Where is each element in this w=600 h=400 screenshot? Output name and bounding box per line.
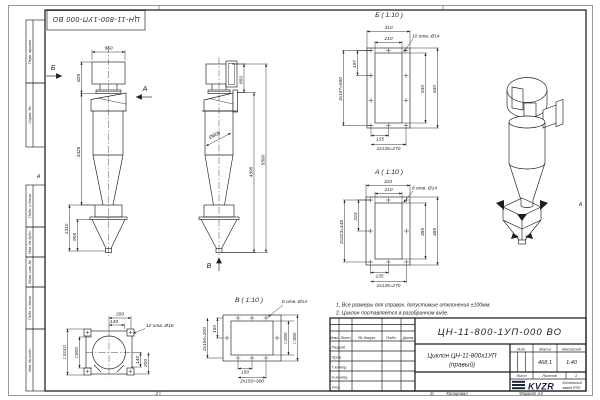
dim-label: 3x197=590 [339,77,345,101]
dim-label: 960 [104,46,113,52]
sheet-label: Лист [516,373,527,379]
side-view [199,57,268,271]
dim-label: 385 [421,227,427,237]
view-arrow-label-v: В [206,263,212,270]
notes [335,303,491,317]
company-line1: Котельный [562,381,583,385]
dim-label: 150 [213,324,219,334]
margin-label-podp-data-2: Подп. и дата [27,296,32,320]
dim-label: 905 [73,232,79,242]
dim-label: □350 [293,332,298,344]
isometric-view [496,78,563,245]
dim-label: 210 [384,37,393,42]
view-arrow-label-b: Б [50,65,56,72]
view-title: В ( 1:10 ) [235,297,263,304]
col-header-data: Дата [402,335,414,340]
section-title: Б ( 1:10 ) [375,12,403,19]
company-line2: завод РЭП [562,386,581,390]
dim-label: □250 [283,332,289,344]
section-a-view [339,169,439,289]
col-header-izm: Изм. [330,335,339,340]
row-utv: Утв. [331,384,341,390]
dim-label: 1310 [65,223,71,235]
dim-label: 850 [239,75,245,85]
dim-label: 310 [383,180,393,185]
scale-value: 1:40 [566,360,577,366]
bolt-holes [368,198,409,265]
zone-number-2: 2 [155,391,159,397]
dim-label: 135 [375,137,385,143]
logo-text: KVZR [528,381,555,392]
row-prov: Пров. [331,354,343,360]
dim-label: 310 [384,26,393,31]
row-nkontr: Н.контр. [331,374,349,380]
dim-label: 135 [375,274,384,280]
fold-tick-marks [159,6,443,396]
kvzr-logo [512,381,582,392]
view-arrow-label-a: А [142,86,148,93]
col-header-doc: № докум. [358,335,376,340]
dim-label: 140 [135,355,141,365]
margin-label-perv-primen: Перв. примен. [27,38,32,65]
dim-label: □800 [75,347,81,358]
dim-label: 2x150=300 [203,327,209,351]
note-line-2: 2. Циклон поставляется в разобранном виде. [336,310,449,317]
dim-label: 825 [77,73,83,83]
format-label: Формат А3 [519,391,543,397]
bolt-holes [369,48,409,128]
sheets-value: 1 [574,373,578,379]
dim-label: 485 [433,227,439,237]
mass-label: Масса [539,346,551,352]
dim-label: Ø808 [208,131,222,141]
margin-label-sprav-no: Справ. № [27,106,32,124]
col-header-podp: Подп. [386,335,397,340]
dim-label: 2x135=270 [376,146,401,152]
zone-number-1: 1 [429,391,433,397]
dim-label: 200 [143,358,149,368]
dim-label: 197 [353,59,359,69]
copied-label: Копировал [446,391,468,397]
mass-value: 468,1 [538,360,552,366]
margin-label-vzam-inv: Взам. инв. № [27,260,32,284]
section-title: А ( 1:10 ) [375,169,403,176]
sheets-label: Листов [542,373,557,379]
dim-label: 2x150=300 [240,379,264,385]
front-view [46,46,152,257]
row-razrab: Разраб. [331,344,346,350]
holes-note: 8 отв. Ø14 [412,186,437,192]
title-block [330,318,586,392]
col-header-list: Лист [340,335,351,340]
dim-label: 140 [109,319,119,325]
product-name-line2: (правый) [448,361,476,369]
section-b-view [338,12,440,152]
holes-note: 8 отв. Ø14 [282,300,307,305]
holes-note: 10 отв. Ø14 [412,34,440,40]
margin-label-inv-dubl: Инв. № дубл. [27,230,32,254]
dim-label: 530 [421,84,427,94]
dim-label: 150 [240,370,250,376]
zone-letter-left: А [36,174,41,180]
dim-label: □1010 [63,345,69,359]
dim-label: 200 [115,312,125,318]
holes-note: 12 отв. Ø18 [146,324,174,329]
top-view [62,312,174,378]
product-name-line1: Циклон ЦН-11-800х1УП [427,352,497,360]
row-tkontr: Т.контр. [331,364,348,370]
scale-label: Масштаб [562,346,581,352]
margin-label-podp-data-1: Подп. и дата [27,194,32,218]
view-v [202,297,307,385]
dim-label: 223 [354,212,360,221]
margin-label-inv-podl: Инв. № подл. [27,348,32,372]
note-line-1: 1. Все размеры для справок, допустимые отклонения ±100мм. [336,302,491,309]
dim-label: 630 [433,84,439,94]
margin-column [26,20,45,391]
bolt-holes [225,316,280,361]
stamp-doc-number: ЦН-11-800-1УП-000 ВО [52,15,140,23]
zone-letter-right: А [578,202,583,208]
dim-label: 210 [384,188,393,193]
dim-label: 2x223=445 [340,220,346,244]
lit-label: Лит. [516,346,527,352]
dim-label: 3425 [77,146,83,158]
dim-label: 4395 [249,166,255,178]
corner-stamp [47,11,145,31]
doc-number: ЦН-11-800-1УП-000 ВО [437,327,563,338]
dim-label: 2x135=270 [376,283,401,289]
dim-label: 5560 [261,154,267,166]
